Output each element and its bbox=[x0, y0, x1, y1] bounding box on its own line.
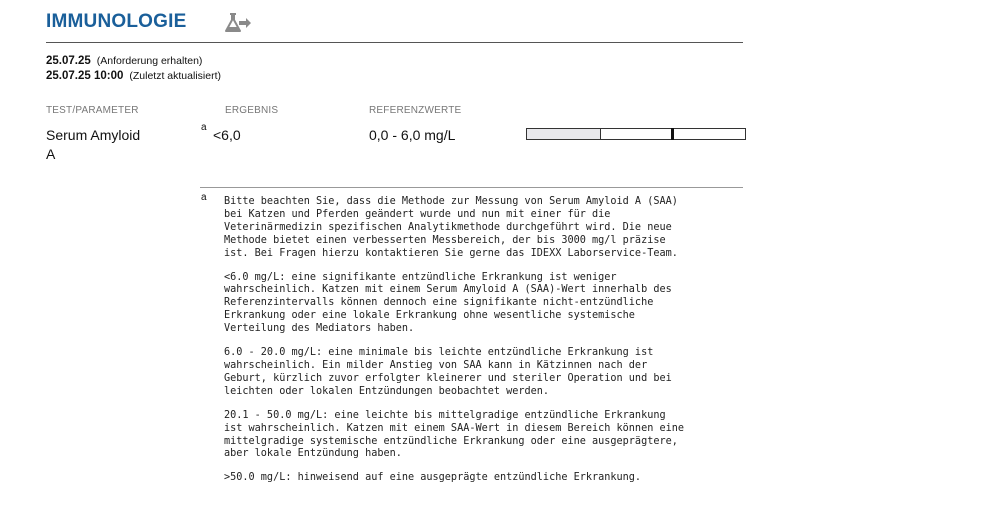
footnote-paragraph: >50.0 mg/L: hinweisend auf eine ausgeprägte entzündliche Erkrankung. bbox=[224, 472, 642, 484]
result-footnote-marker: a bbox=[201, 122, 207, 133]
date-updated bbox=[46, 70, 221, 82]
reference-range-bar-low-segment bbox=[527, 129, 601, 139]
column-header-reference: REFERENZWERTE bbox=[369, 105, 462, 116]
header-divider bbox=[46, 42, 743, 43]
column-header-result: ERGEBNIS bbox=[225, 105, 279, 116]
parameter-name-line1: Serum Amyloid bbox=[46, 127, 141, 143]
parameter-name-line2: A bbox=[46, 146, 56, 162]
reference-range-bar-marker bbox=[671, 128, 674, 140]
result-value: <6,0 bbox=[213, 127, 241, 143]
footnote-paragraph: <6.0 mg/L: eine signifikante entzündliche Erkrankung ist weniger wahrscheinlich. Katzen mit einem Serum Amyloid A (SAA)-Wert innerhalb des Referenzintervalls können dennoch eine signifikante nicht-entzündliche Erkrankung oder eine lokale Erkrankung ohne wesentliche systemische Verteilung des Mediators haben. bbox=[224, 271, 672, 335]
column-header-parameter: TEST/PARAMETER bbox=[46, 105, 139, 116]
footnote-marker: a bbox=[201, 192, 207, 203]
flask-arrow-icon[interactable] bbox=[224, 12, 252, 34]
footnote-paragraph: Bitte beachten Sie, dass die Methode zur Messung von Serum Amyloid A (SAA) bei Katzen und Pferden geändert wurde und nun mit einer für die Veterinärmedizin spezifischen Analytikmethode durchgeführt wird. Die neue Methode bietet einen verbesserten Messbereich, der bis 3000 mg/l präzise ist. Bei Fragen hierzu kontaktieren Sie gerne das IDEXX Laborservice-Team. bbox=[224, 196, 678, 259]
footnote-paragraph: 6.0 - 20.0 mg/L: eine minimale bis leichte entzündliche Erkrankung ist wahrscheinlich. Ein milder Anstieg von SAA kann in Kätzinnen nach der Geburt, kürzlich zuvor erfolgter kleinerer und steriler Operation und bei leichten oder lokalen Entzündungen beobachtet werden. bbox=[224, 347, 672, 397]
date-received bbox=[46, 55, 202, 67]
date-updated-value: 25.07.25 10:00 bbox=[46, 70, 124, 82]
reference-range-bar bbox=[526, 128, 746, 140]
footnote-text bbox=[224, 196, 784, 496]
footnote-paragraph: 20.1 - 50.0 mg/L: eine leichte bis mittelgradige entzündliche Erkrankung ist wahrscheinlich. Katzen mit einem SAA-Wert in diesem Bereich können eine mittelgradige systemische entzündliche Erkrankung oder eine ausgeprägtere, aber lokale Entzündung haben. bbox=[224, 409, 685, 460]
date-received-value: 25.07.25 bbox=[46, 55, 91, 67]
date-updated-label: (Zuletzt aktualisiert) bbox=[129, 70, 221, 82]
reference-range: 0,0 - 6,0 mg/L bbox=[369, 127, 456, 143]
section-title: IMMUNOLOGIE bbox=[46, 11, 187, 32]
date-received-label: (Anforderung erhalten) bbox=[96, 55, 203, 67]
footnote-divider bbox=[200, 187, 743, 188]
